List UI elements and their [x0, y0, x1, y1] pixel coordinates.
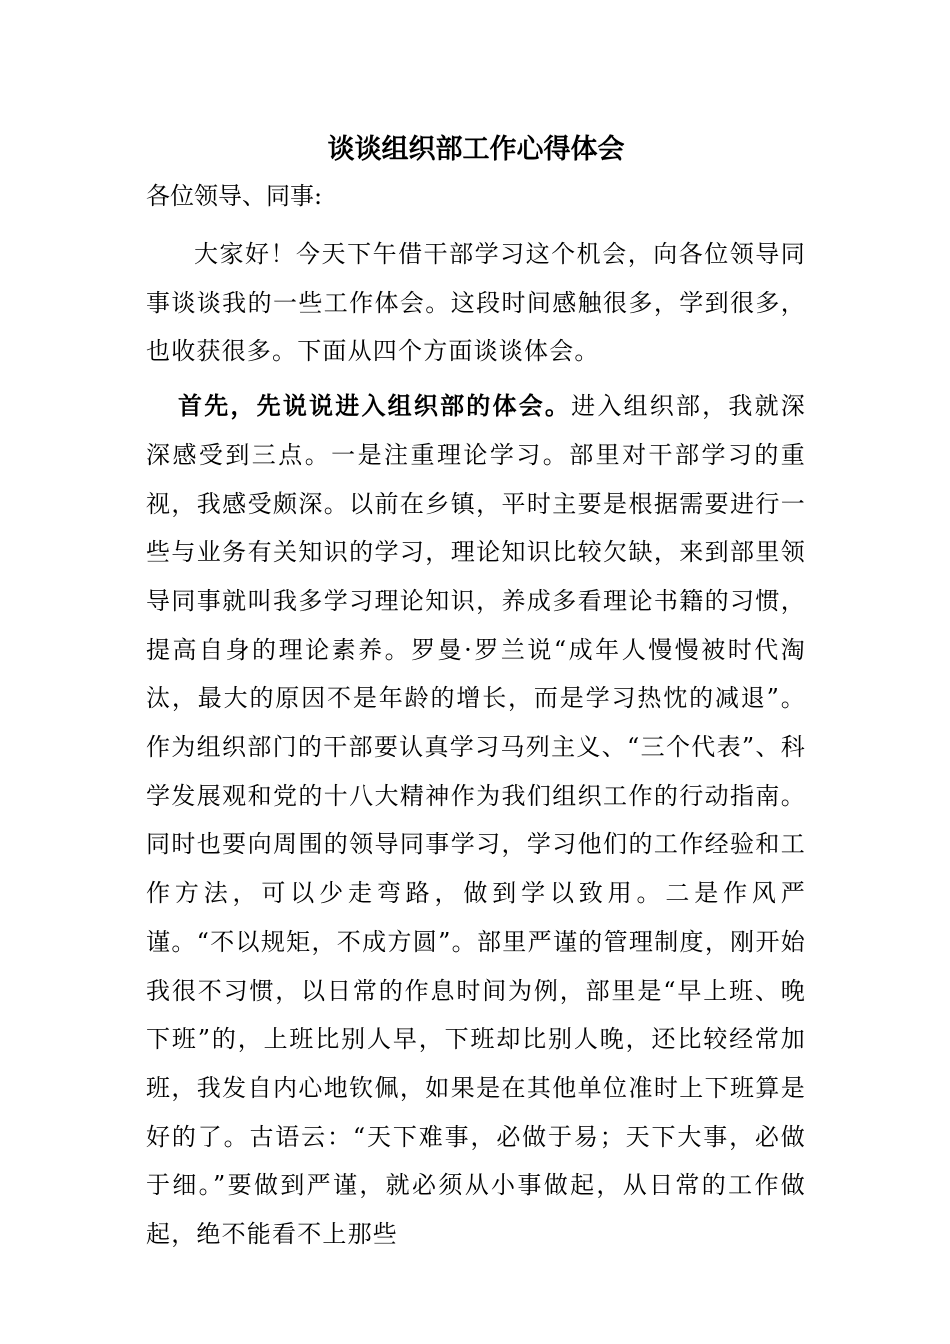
- section-one-heading: 首先，先说说进入组织部的体会。: [178, 392, 572, 421]
- paragraph-greeting: 大家好！今天下午借干部学习这个机会，向各位领导同事谈谈我的一些工作体会。这段时间感触很多，学到很多，也收获很多。下面从四个方面谈谈体会。: [146, 240, 806, 366]
- document-title: 谈谈组织部工作心得体会: [327, 134, 625, 165]
- salutation: 各位领导、同事:: [146, 182, 323, 210]
- paragraph-section-one: [146, 382, 806, 1259]
- section-one-body: 进入组织部，我就深深感受到三点。一是注重理论学习。部里对干部学习的重视，我感受颇深。以前在乡镇，平时主要是根据需要进行一些与业务有关知识的学习，理论知识比较欠缺，来到部里领导同事就叫我多学习理论知识，养成多看理论书籍的习惯，提高自身的理论素养。罗曼·罗兰说“成年人慢慢被时代淘汰，最大的原因不是年龄的增长，而是学习热忱的减退”。作为组织部门的干部要认真学习马列主义、“三个代表”、科学发展观和党的十八大精神作为我们组织工作的行动指南。同时也要向周围的领导同事学习，学习他们的工作经验和工作方法，可以少走弯路，做到学以致用。二是作风严谨。“不以规矩，不成方圆”。部里严谨的管理制度，刚开始我很不习惯，以日常的作息时间为例，部里是“早上班、晚下班”的，上班比别人早，下班却比别人晚，还比较经常加班，我发自内心地钦佩，如果是在其他单位准时上下班算是好的了。古语云：“天下难事，必做于易；天下大事，必做于细。”要做到严谨，就必须从小事做起，从日常的工作做起，绝不能看不上那些: [146, 392, 806, 1249]
- document-page: [146, 128, 806, 1259]
